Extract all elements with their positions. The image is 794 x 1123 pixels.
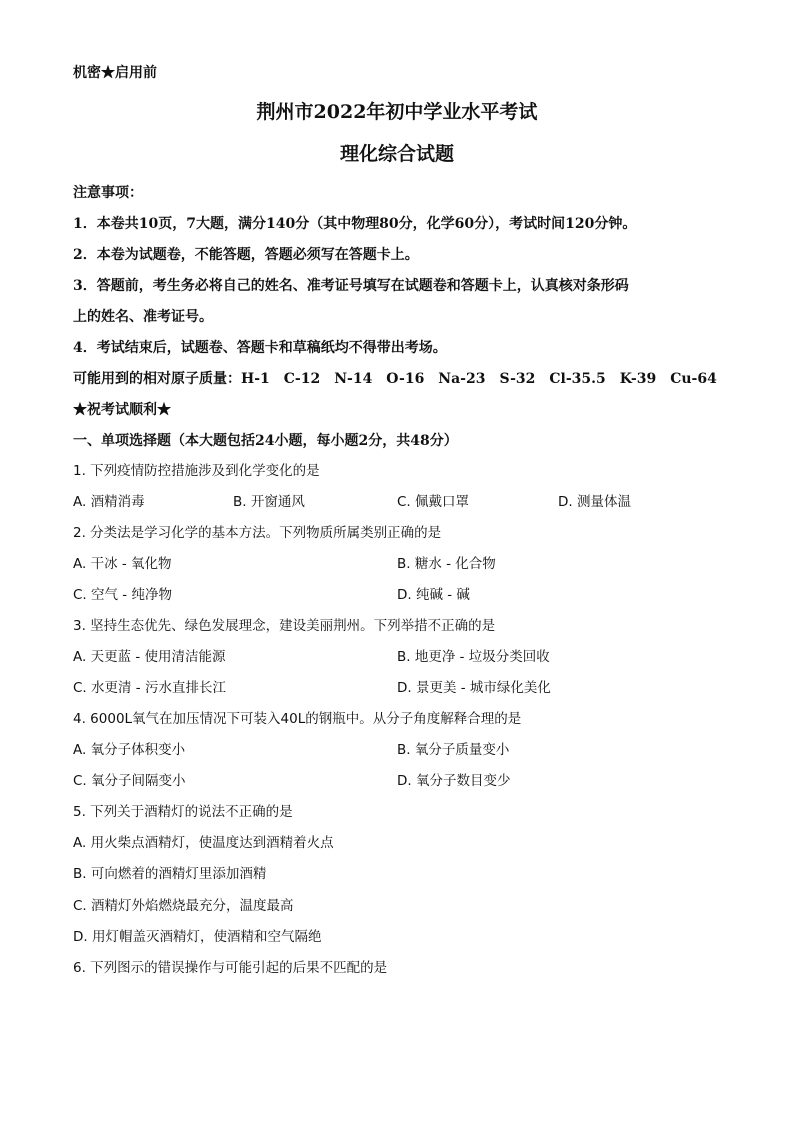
question-2-option-d: D. 纯碱 - 碱 <box>397 587 470 603</box>
question-1-option-a: A. 酒精消毒 <box>73 494 145 510</box>
question-4-option-c: C. 氧分子间隔变小 <box>73 773 186 789</box>
question-4-option-a: A. 氧分子体积变小 <box>73 742 186 758</box>
confidential-label: 机密★启用前 <box>73 65 157 81</box>
question-3-stem: 3. 坚持生态优先、绿色发展理念，建设美丽荆州。下列举措不正确的是 <box>73 618 496 634</box>
exam-subtitle: 理化综合试题 <box>339 143 454 165</box>
question-4-option-d: D. 氧分子数目变少 <box>397 773 511 789</box>
question-5-option-d: D. 用灯帽盖灭酒精灯，使酒精和空气隔绝 <box>73 929 322 945</box>
exam-title: 荆州市2022年初中学业水平考试 <box>256 101 538 123</box>
question-3-option-a: A. 天更蓝 - 使用清洁能源 <box>73 649 226 665</box>
question-5-option-a: A. 用火柴点酒精灯，使温度达到酒精着火点 <box>73 835 334 851</box>
question-3-option-c: C. 水更清 - 污水直排长江 <box>73 680 226 696</box>
question-3-option-d: D. 景更美 - 城市绿化美化 <box>397 680 551 696</box>
question-2-stem: 2. 分类法是学习化学的基本方法。下列物质所属类别正确的是 <box>73 525 442 541</box>
note-item-3-continued: 上的姓名、准考证号。 <box>73 309 213 325</box>
question-6-stem: 6. 下列图示的错误操作与可能引起的后果不匹配的是 <box>73 960 388 976</box>
question-4-option-b: B. 氧分子质量变小 <box>397 742 510 758</box>
atomic-masses: 可能用到的相对原子质量：H-1 C-12 N-14 O-16 Na-23 S-32 Cl-35.5 K-39 Cu-64 <box>73 371 717 387</box>
question-1-option-b: B. 开窗通风 <box>233 494 305 510</box>
question-4-stem: 4. 6000L氧气在加压情况下可装入40L的钢瓶中。从分子角度解释合理的是 <box>73 711 522 727</box>
question-3-option-b: B. 地更净 - 垃圾分类回收 <box>397 649 550 665</box>
note-item-4: 4．考试结束后，试题卷、答题卡和草稿纸均不得带出考场。 <box>73 340 447 356</box>
question-2-option-b: B. 糖水 - 化合物 <box>397 556 496 572</box>
question-1-option-c: C. 佩戴口罩 <box>397 494 470 510</box>
question-1-stem: 1. 下列疫情防控措施涉及到化学变化的是 <box>73 463 320 479</box>
question-5-option-b: B. 可向燃着的酒精灯里添加酒精 <box>73 866 267 882</box>
note-item-2: 2．本卷为试题卷，不能答题，答题必须写在答题卡上。 <box>73 247 419 263</box>
note-item-1: 1．本卷共10页，7大题，满分140分（其中物理80分，化学60分），考试时间120分钟。 <box>73 216 637 232</box>
question-1-option-d: D. 测量体温 <box>558 494 631 510</box>
notes-heading: 注意事项： <box>73 185 143 201</box>
question-2-option-c: C. 空气 - 纯净物 <box>73 587 172 603</box>
question-5-option-c: C. 酒精灯外焰燃烧最充分，温度最高 <box>73 898 294 914</box>
good-luck-line: ★祝考试顺利★ <box>73 402 171 418</box>
question-2-option-a: A. 干冰 - 氧化物 <box>73 556 172 572</box>
question-5-stem: 5. 下列关于酒精灯的说法不正确的是 <box>73 804 293 820</box>
section-heading: 一、单项选择题（本大题包括24小题，每小题2分，共48分） <box>73 433 458 449</box>
note-item-3: 3．答题前，考生务必将自己的姓名、准考证号填写在试题卷和答题卡上，认真核对条形码 <box>73 278 629 294</box>
